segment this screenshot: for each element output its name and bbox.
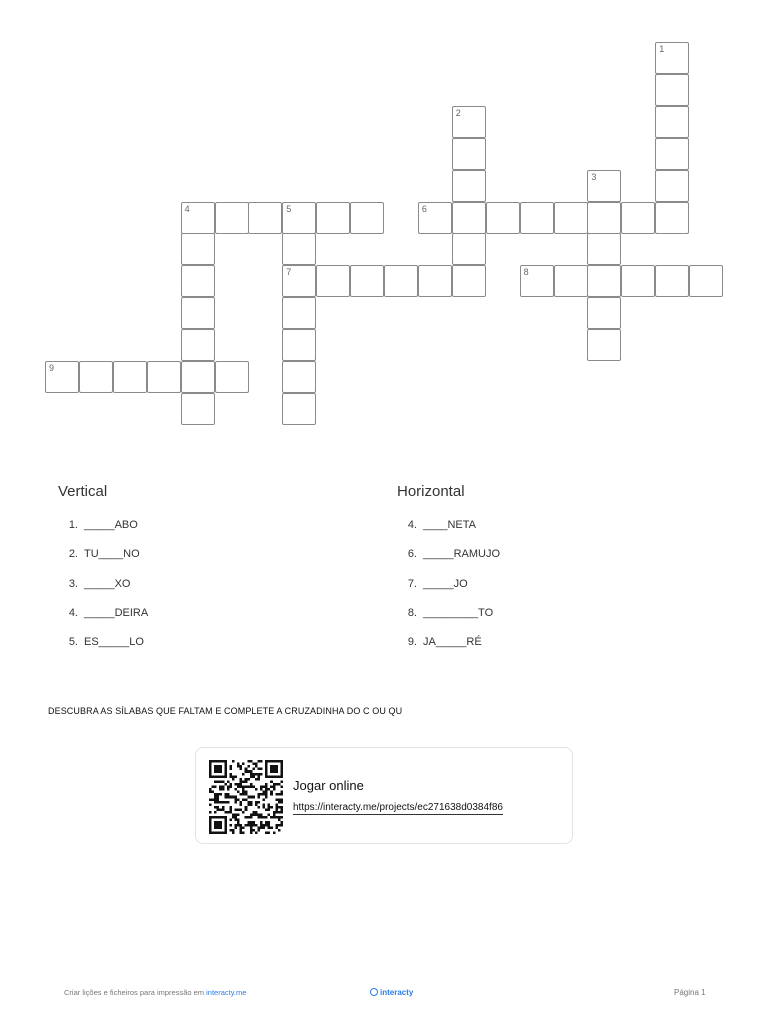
crossword-cell[interactable]	[350, 202, 384, 234]
crossword-cell[interactable]	[452, 265, 486, 297]
clue-text: _____ABO	[84, 519, 138, 531]
horizontal-clue	[401, 519, 500, 548]
crossword-cell[interactable]	[452, 106, 486, 138]
crossword-cell[interactable]	[181, 361, 215, 393]
crossword-cell[interactable]	[554, 202, 588, 234]
clue-text: ES_____LO	[84, 636, 144, 649]
cell-number: 5	[286, 203, 292, 214]
clue-text: ____NETA	[423, 519, 476, 531]
clue-number: 3.	[68, 577, 78, 590]
crossword-cell[interactable]	[587, 297, 621, 329]
crossword-cell[interactable]	[45, 361, 79, 393]
clue-text: _____DEIRA	[84, 606, 149, 619]
qr-code-icon[interactable]	[209, 760, 283, 834]
crossword-cell[interactable]	[248, 202, 282, 234]
crossword-cell[interactable]	[282, 265, 316, 297]
play-online-link[interactable]: https://interacty.me/projects/ec271638d0384f86	[293, 802, 503, 813]
vertical-clue	[62, 548, 148, 577]
clue-text: JA_____RÉ	[423, 636, 482, 649]
crossword-cell[interactable]	[384, 265, 418, 297]
page-number: Página 1	[674, 988, 706, 997]
crossword-cell[interactable]	[621, 265, 655, 297]
horizontal-clue-list	[401, 519, 500, 665]
horizontal-clue	[401, 578, 500, 607]
cell-number: 4	[184, 203, 190, 214]
clue-number: 8.	[407, 606, 417, 619]
footer-credit-link[interactable]: interacty.me	[206, 988, 247, 997]
crossword-cell[interactable]	[587, 202, 621, 234]
clue-text: _____JO	[423, 577, 468, 590]
cell-number: 8	[523, 267, 529, 278]
crossword-cell[interactable]	[452, 138, 486, 170]
crossword-cell[interactable]	[452, 233, 486, 265]
crossword-cell[interactable]	[282, 202, 316, 234]
vertical-clue	[62, 519, 148, 548]
cell-number: 7	[286, 267, 292, 278]
vertical-clue	[62, 578, 148, 607]
crossword-cell[interactable]	[587, 329, 621, 361]
interacty-logo-icon	[370, 988, 378, 996]
crossword-cell[interactable]	[79, 361, 113, 393]
crossword-cell[interactable]	[282, 233, 316, 265]
cell-number: 3	[591, 171, 597, 182]
crossword-cell[interactable]	[452, 202, 486, 234]
vertical-clue	[62, 607, 148, 636]
crossword-grid	[0, 0, 768, 440]
play-online-title: Jogar online	[293, 778, 364, 793]
crossword-cell[interactable]	[418, 202, 452, 234]
crossword-cell[interactable]	[147, 361, 181, 393]
clue-number: 6.	[407, 548, 417, 561]
clue-number: 5.	[68, 636, 78, 649]
clue-number: 7.	[407, 577, 417, 590]
instruction-text: DESCUBRA AS SÍLABAS QUE FALTAM E COMPLETE A CRUZADINHA DO C OU QU	[48, 706, 403, 716]
crossword-cell[interactable]	[181, 297, 215, 329]
crossword-cell[interactable]	[215, 361, 249, 393]
crossword-cell[interactable]	[181, 233, 215, 265]
cell-number: 2	[455, 107, 461, 118]
crossword-cell[interactable]	[655, 106, 689, 138]
clue-number: 2.	[68, 548, 78, 561]
clue-text: _____RAMUJO	[423, 548, 501, 561]
crossword-cell[interactable]	[554, 265, 588, 297]
crossword-cell[interactable]	[655, 265, 689, 297]
footer-credit-text: Criar lições e ficheiros para impressão em	[64, 988, 207, 997]
crossword-cell[interactable]	[587, 170, 621, 202]
crossword-cell[interactable]	[655, 170, 689, 202]
crossword-cell[interactable]	[282, 297, 316, 329]
crossword-cell[interactable]	[181, 329, 215, 361]
crossword-cell[interactable]	[215, 202, 249, 234]
vertical-clue	[62, 636, 148, 665]
crossword-cell[interactable]	[587, 265, 621, 297]
crossword-cell[interactable]	[282, 329, 316, 361]
vertical-clue-list	[62, 519, 148, 665]
play-online-card[interactable]	[195, 747, 573, 844]
vertical-heading: Vertical	[58, 483, 108, 500]
crossword-cell[interactable]	[282, 393, 316, 425]
cell-number: 6	[421, 203, 427, 214]
crossword-cell[interactable]	[452, 170, 486, 202]
crossword-cell[interactable]	[350, 265, 384, 297]
crossword-cell[interactable]	[655, 42, 689, 74]
crossword-cell[interactable]	[282, 361, 316, 393]
crossword-cell[interactable]	[418, 265, 452, 297]
crossword-cell[interactable]	[587, 233, 621, 265]
crossword-cell[interactable]	[655, 74, 689, 106]
crossword-cell[interactable]	[520, 202, 554, 234]
clue-text: TU____NO	[84, 548, 140, 561]
horizontal-clue	[401, 636, 500, 665]
clue-number: 4.	[68, 606, 78, 619]
horizontal-heading: Horizontal	[397, 483, 465, 500]
cell-number: 9	[49, 363, 55, 373]
clue-number: 4.	[407, 519, 417, 531]
footer-brand-name: interacty	[380, 988, 414, 997]
crossword-cell[interactable]	[520, 265, 554, 297]
crossword-cell[interactable]	[655, 202, 689, 234]
crossword-cell[interactable]	[181, 393, 215, 425]
crossword-cell[interactable]	[621, 202, 655, 234]
horizontal-clue	[401, 607, 500, 636]
crossword-cell[interactable]	[181, 265, 215, 297]
footer-credit	[64, 988, 246, 997]
clue-number: 1.	[68, 519, 78, 531]
crossword-cell[interactable]	[181, 202, 215, 234]
crossword-cell[interactable]	[316, 202, 350, 234]
clue-text: _____XO	[84, 577, 131, 590]
cell-number: 1	[659, 44, 665, 54]
footer-brand[interactable]	[370, 988, 413, 997]
clue-text: _________TO	[423, 606, 494, 619]
crossword-cell[interactable]	[655, 138, 689, 170]
crossword-cell[interactable]	[486, 202, 520, 234]
crossword-cell[interactable]	[689, 265, 723, 297]
crossword-cell[interactable]	[113, 361, 147, 393]
crossword-cell[interactable]	[316, 265, 350, 297]
clue-number: 9.	[407, 636, 417, 649]
horizontal-clue	[401, 548, 500, 577]
